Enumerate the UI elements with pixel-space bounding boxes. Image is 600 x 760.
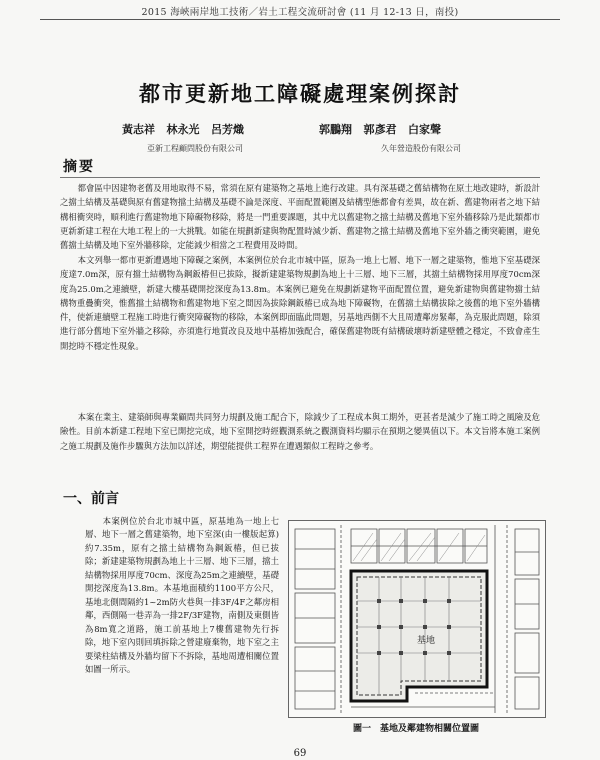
author-name: 黃志祥 [122, 123, 155, 136]
site-label: 基地 [417, 636, 436, 646]
page-number: 69 [293, 748, 307, 759]
abstract-heading: 摘要 [63, 159, 95, 175]
site-plan-drawing [289, 521, 545, 717]
running-header: 2015 海峽兩岸地工技術／岩土工程交流研討會 (11 月 12-13 日，南投) [141, 7, 459, 18]
site-plan-figure [288, 520, 546, 718]
author-group-2 [319, 121, 441, 137]
author-name: 白家聲 [408, 123, 441, 136]
abstract-paragraph: 都會區中因建物老舊及用地取得不易，常須在原有建築物之基地上進行改建。具有深基礎之舊結構物在原土地改建時，新設計之擋土結構及基礎與原有舊建物擋土結構及基礎不論是深度、平面配置範圍及結構型態都會有差異，故在新、舊建物兩者之地下結構相衝突時，順利進行舊建物地下障礙物移除，將是一門重要課題，其中尤以舊建物之擋土結構及舊地下室外牆移除乃是此類都市更新新建工程在大地工程上的一大挑戰。如能在規劃新建與物配置時減少新、舊建物之擋土結構及舊地下室外牆之衝突範圍，避免舊擋土結構及地下室外牆移除，定能減少相當之工程費用及時間。 [60, 183, 540, 251]
author-name: 呂芳熾 [211, 123, 244, 136]
author-name: 郭鵬翔 [319, 123, 352, 136]
abstract-paragraph: 本文列舉一都市更新遭遇地下障礙之案例，本案例位於台北市城中區，原為一地上七層、地下一層之建築物，惟地下室基礎深度達7.0m深，原有擋土結構物為鋼鈑樁但已拔除，擬新建建築物規劃為地上十三層、地下三層，其擋土結構物採用厚度70cm深度為25.0m之連續壁，新建大樓基礎開挖深度為13.8m。本案例已避免在規劃新建物平面配置位置，避免新建物與舊建物擋土結構物重疊衝突，惟舊擋土結構物和舊建物地下室之間因為拔除鋼鈑樁已成為地下障礙物，在舊擋土結構拔除之後舊的地下室外牆構件，使新連續壁工程施工時進行衝突障礙物的移除，本案例即面臨此問題，另基地西側不大且周遭鄰房緊鄰，為克服此問題，除須進行部分舊地下室外牆之移除，亦須進行地質改良及地中基樁加強配合，確保舊建物既有結構破壞時新建壁體之穩定，不致會產生開挖時不穩定性現象。 [60, 255, 540, 351]
author-name: 林永光 [166, 123, 200, 136]
paper-title: 都市更新地工障礙處理案例探討 [139, 81, 461, 106]
abstract-paragraph: 本案在業主、建築師與專業顧問共同努力規劃及施工配合下，除減少了工程成本與工期外，更甚者是減少了施工時之風險及危險性。目前本新建工程地下室已開挖完成，地下室開挖時經觀測系統之觀測資料均顯示在預期之變異值以下。本文旨將本施工案例之施工規劃及施作步驟與方法加以詳述，期望能提供工程界在遭遇類似工程時之參考。 [60, 412, 540, 451]
author-name: 郭彥君 [363, 123, 397, 136]
author-group-1 [122, 121, 244, 137]
section-heading-intro: 一、前言 [63, 491, 119, 507]
header-rule [40, 19, 560, 20]
intro-paragraph: 本案例位於台北市城中區，原基地為一地上七層、地下一層之舊建築物，地下室深(由一樓版起算)約7.35m，原有之擋土結構物為鋼鈑樁，但已拔除；新建建築物規劃為地上十三層、地下三層，擋土結構物採用厚度70cm、深度為25m之連續壁，基礎開挖深度為13.8m。本基地面積約1100平方公尺，基地北側間隔約1~2m防火巷與一排3F/4F之鄰房相鄰，西側隔一巷弄為一排2F/3F建物，南側及東側皆為8m寬之道路，施工前基地上7樓舊建物先行拆除，地下室內則回填拆除之營建廢棄物，地下室之主要梁柱結構及外牆均留下不拆除，基地周遭相關位置如圖一所示。 [85, 516, 279, 674]
figure-caption: 圖一 基地及鄰建物相關位置圖 [352, 724, 479, 734]
abstract-rule [60, 177, 540, 178]
affiliation-1: 亞新工程顧問股份有限公司 [147, 144, 243, 153]
affiliation-2: 久年營造股份有限公司 [381, 144, 461, 153]
